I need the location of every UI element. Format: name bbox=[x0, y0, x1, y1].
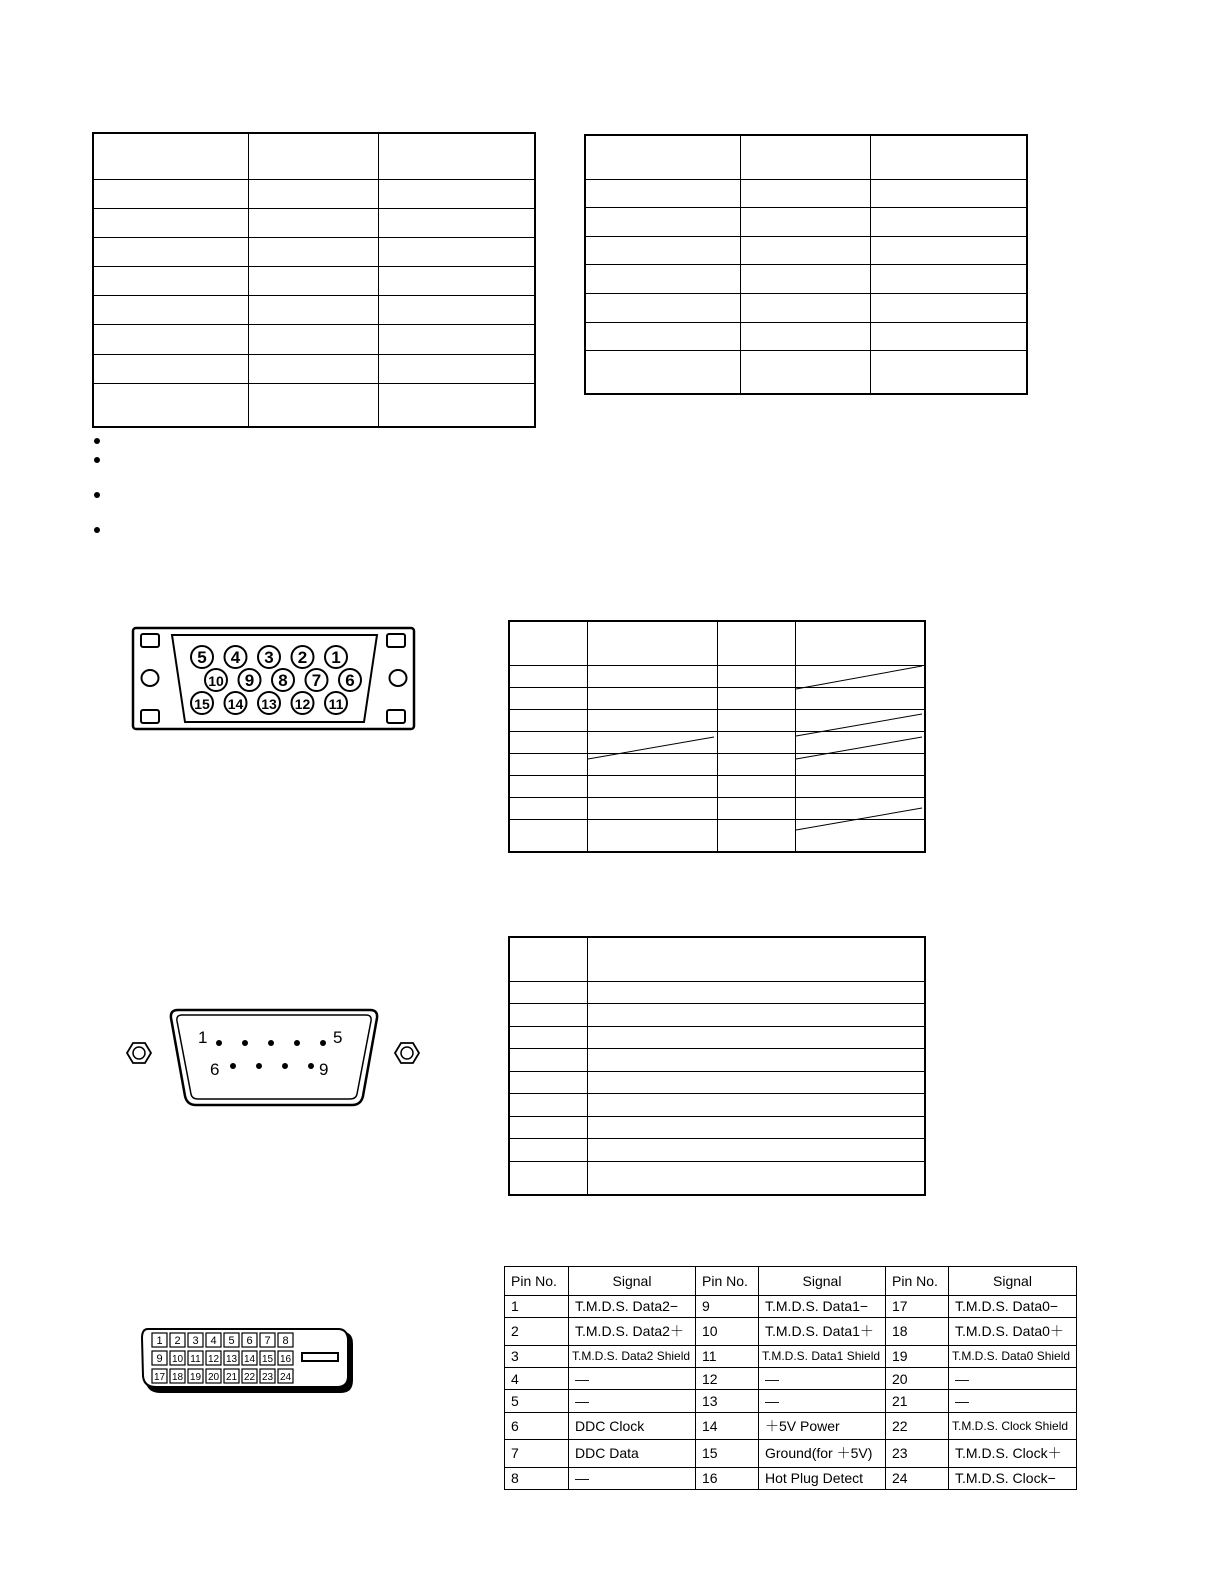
dvi-pin-label: 8 bbox=[282, 1335, 289, 1347]
vga-pin-label: 5 bbox=[197, 648, 207, 667]
serial-pin bbox=[242, 1040, 248, 1046]
vga-pin-label: 9 bbox=[244, 671, 255, 690]
signal-cell: — bbox=[569, 1467, 696, 1489]
strike-line bbox=[796, 714, 922, 736]
signal-cell: T.M.D.S. Data0＋ bbox=[949, 1318, 1077, 1346]
signal-cell: T.M.D.S. Data1− bbox=[759, 1295, 886, 1317]
vga-pin-label: 4 bbox=[230, 648, 241, 667]
serial-pin-label-5: 5 bbox=[333, 1028, 343, 1047]
dvi-pin-label: 10 bbox=[171, 1354, 184, 1365]
vga-pin bbox=[258, 646, 280, 668]
vga-pin bbox=[205, 669, 227, 691]
dvi-pin-label: 19 bbox=[189, 1372, 202, 1383]
pin-no-cell: 13 bbox=[696, 1390, 759, 1412]
pin-no-cell: 16 bbox=[696, 1467, 759, 1489]
pin-no-cell: 22 bbox=[886, 1412, 949, 1440]
vga-pin bbox=[191, 692, 213, 714]
signal-cell: T.M.D.S. Data2− bbox=[569, 1295, 696, 1317]
pin-no-cell: 4 bbox=[505, 1367, 569, 1389]
dvi-pin bbox=[224, 1369, 239, 1383]
dvi-pin-label: 4 bbox=[210, 1335, 217, 1347]
dvi-pin bbox=[170, 1369, 185, 1383]
bullet bbox=[94, 438, 100, 444]
signal-cell: — bbox=[759, 1390, 886, 1412]
pin-no-cell: 24 bbox=[886, 1467, 949, 1489]
dvi-pin-label: 6 bbox=[246, 1335, 253, 1347]
vga-pin bbox=[292, 692, 314, 714]
vga-pin bbox=[306, 669, 328, 691]
pin-no-cell: 23 bbox=[886, 1440, 949, 1468]
signal-cell: T.M.D.S. Data2＋ bbox=[569, 1318, 696, 1346]
vga-table-strikes bbox=[508, 620, 924, 853]
dvi-pin-label: 1 bbox=[156, 1335, 163, 1347]
pin-no-cell: 17 bbox=[886, 1295, 949, 1317]
dvi-pin-label: 9 bbox=[156, 1353, 163, 1365]
dvi-pin bbox=[260, 1369, 275, 1383]
serial-pin-label-9: 9 bbox=[319, 1060, 329, 1079]
serial-pin bbox=[216, 1040, 222, 1046]
table-row bbox=[505, 1390, 1077, 1412]
dvi-pin bbox=[242, 1369, 257, 1383]
dvi-pin-label: 2 bbox=[174, 1335, 181, 1347]
vga-pin-label: 2 bbox=[297, 648, 308, 667]
vga-pin-label: 13 bbox=[261, 696, 277, 712]
signal-cell: — bbox=[569, 1390, 696, 1412]
pin-no-cell: 8 bbox=[505, 1467, 569, 1489]
header-signal: Signal bbox=[569, 1267, 696, 1296]
pin-no-cell: 21 bbox=[886, 1390, 949, 1412]
strike-line bbox=[796, 666, 922, 689]
dvi-pin-label: 21 bbox=[225, 1372, 238, 1383]
header-pin-no: Pin No. bbox=[505, 1267, 569, 1296]
signal-cell: T.M.D.S. Clock Shield bbox=[949, 1412, 1077, 1440]
serial-pin-table bbox=[508, 936, 926, 1196]
dvi-pin-label: 17 bbox=[153, 1372, 166, 1383]
dvi-pin-label: 13 bbox=[225, 1354, 238, 1365]
serial-pin bbox=[294, 1040, 300, 1046]
vga-pin bbox=[239, 669, 261, 691]
vga-pin-label: 10 bbox=[208, 673, 224, 689]
pin-no-cell: 14 bbox=[696, 1412, 759, 1440]
signal-cell: T.M.D.S. Data2 Shield bbox=[569, 1345, 696, 1367]
dvi-pin-label: 16 bbox=[279, 1354, 292, 1365]
dvi-pin bbox=[206, 1369, 221, 1383]
header-signal: Signal bbox=[759, 1267, 886, 1296]
pin-no-cell: 12 bbox=[696, 1367, 759, 1389]
signal-cell: Hot Plug Detect bbox=[759, 1467, 886, 1489]
header-signal: Signal bbox=[949, 1267, 1077, 1296]
pin-no-cell: 9 bbox=[696, 1295, 759, 1317]
dvi-pin-label: 12 bbox=[207, 1354, 220, 1365]
dvi-pin bbox=[188, 1369, 203, 1383]
serial-pin bbox=[230, 1063, 236, 1069]
serial-pin bbox=[320, 1040, 326, 1046]
serial-pin-label-1: 1 bbox=[198, 1028, 208, 1047]
table-row bbox=[505, 1295, 1077, 1317]
dvi-pin-label: 20 bbox=[207, 1372, 220, 1383]
dsub9-connector-icon bbox=[120, 1002, 430, 1112]
vga-pin-label: 8 bbox=[278, 671, 288, 690]
signal-cell: ＋5V Power bbox=[759, 1412, 886, 1440]
vga-pin-label: 6 bbox=[345, 671, 355, 690]
pin-no-cell: 7 bbox=[505, 1440, 569, 1468]
serial-pin bbox=[308, 1063, 314, 1069]
bullet bbox=[94, 492, 100, 498]
blank-table-top-left bbox=[92, 132, 536, 428]
vga-pin-label: 11 bbox=[328, 696, 344, 712]
signal-cell: — bbox=[949, 1390, 1077, 1412]
vga-pin-table bbox=[508, 620, 924, 853]
signal-cell: DDC Data bbox=[569, 1440, 696, 1468]
serial-pin bbox=[256, 1063, 262, 1069]
pin-no-cell: 20 bbox=[886, 1367, 949, 1389]
dvi-table-header-row bbox=[505, 1267, 1077, 1296]
dvi-pin bbox=[260, 1351, 275, 1365]
vga-pin bbox=[339, 669, 361, 691]
signal-cell: T.M.D.S. Data0 Shield bbox=[949, 1345, 1077, 1367]
pin-no-cell: 5 bbox=[505, 1390, 569, 1412]
pin-no-cell: 11 bbox=[696, 1345, 759, 1367]
pin-no-cell: 15 bbox=[696, 1440, 759, 1468]
strike-line bbox=[796, 808, 922, 830]
vga-pin bbox=[325, 646, 347, 668]
pin-no-cell: 3 bbox=[505, 1345, 569, 1367]
dvi-connector-icon bbox=[138, 1324, 360, 1396]
pin-no-cell: 6 bbox=[505, 1412, 569, 1440]
dvi-pin-label: 3 bbox=[192, 1335, 199, 1347]
serial-pin bbox=[268, 1040, 274, 1046]
strike-line bbox=[796, 737, 922, 759]
table-row bbox=[505, 1318, 1077, 1346]
vga-pin bbox=[225, 692, 247, 714]
dsub15-connector-icon bbox=[128, 624, 420, 734]
signal-cell: T.M.D.S. Data0− bbox=[949, 1295, 1077, 1317]
serial-pin-label-6: 6 bbox=[210, 1060, 220, 1079]
table-row bbox=[505, 1440, 1077, 1468]
vga-pin-label: 14 bbox=[227, 696, 244, 712]
signal-cell: — bbox=[569, 1367, 696, 1389]
dvi-pin-label: 11 bbox=[190, 1354, 201, 1365]
bullet bbox=[94, 457, 100, 463]
dvi-pin-label: 22 bbox=[243, 1372, 256, 1383]
dvi-pin-table bbox=[504, 1266, 1077, 1490]
vga-pin-label: 1 bbox=[331, 648, 341, 667]
vga-pin bbox=[225, 646, 247, 668]
vga-pin-label: 12 bbox=[294, 696, 311, 712]
header-pin-no: Pin No. bbox=[696, 1267, 759, 1296]
dvi-pin-label: 5 bbox=[228, 1335, 235, 1347]
table-row bbox=[505, 1412, 1077, 1440]
bullet bbox=[94, 527, 100, 533]
dvi-pin-label: 18 bbox=[171, 1372, 184, 1383]
dvi-pin-label: 24 bbox=[279, 1372, 292, 1383]
blank-table-top-right bbox=[584, 134, 1028, 395]
pin-no-cell: 19 bbox=[886, 1345, 949, 1367]
dvi-pin bbox=[242, 1351, 257, 1365]
dvi-pin-label: 23 bbox=[261, 1372, 274, 1383]
signal-cell: DDC Clock bbox=[569, 1412, 696, 1440]
signal-cell: T.M.D.S. Clock＋ bbox=[949, 1440, 1077, 1468]
dvi-pin bbox=[278, 1351, 293, 1365]
dvi-pin bbox=[224, 1351, 239, 1365]
table-row bbox=[505, 1367, 1077, 1389]
vga-pin bbox=[325, 692, 347, 714]
header-pin-no: Pin No. bbox=[886, 1267, 949, 1296]
vga-pin bbox=[292, 646, 314, 668]
vga-pin-label: 7 bbox=[311, 671, 322, 690]
signal-cell: — bbox=[949, 1367, 1077, 1389]
table-row bbox=[505, 1345, 1077, 1367]
strike-line bbox=[588, 737, 714, 759]
table-row bbox=[505, 1467, 1077, 1489]
vga-pin-label: 15 bbox=[194, 696, 210, 712]
signal-cell: T.M.D.S. Data1 Shield bbox=[759, 1345, 886, 1367]
signal-cell: T.M.D.S. Clock− bbox=[949, 1467, 1077, 1489]
serial-pin bbox=[282, 1063, 288, 1069]
dvi-pin bbox=[206, 1351, 221, 1365]
pin-no-cell: 10 bbox=[696, 1318, 759, 1346]
dvi-pin bbox=[170, 1351, 185, 1365]
vga-pin bbox=[272, 669, 294, 691]
signal-cell: T.M.D.S. Data1＋ bbox=[759, 1318, 886, 1346]
dvi-pin-label: 15 bbox=[261, 1354, 274, 1365]
dvi-pin bbox=[152, 1369, 167, 1383]
vga-pin bbox=[191, 646, 213, 668]
vga-pin bbox=[258, 692, 280, 714]
signal-cell: — bbox=[759, 1367, 886, 1389]
pin-no-cell: 1 bbox=[505, 1295, 569, 1317]
dvi-pin-label: 14 bbox=[243, 1354, 256, 1365]
pin-no-cell: 18 bbox=[886, 1318, 949, 1346]
dvi-pin-label: 7 bbox=[264, 1335, 271, 1347]
pin-no-cell: 2 bbox=[505, 1318, 569, 1346]
dvi-pin bbox=[278, 1369, 293, 1383]
vga-pin-label: 3 bbox=[264, 648, 274, 667]
signal-cell: Ground(for ＋5V) bbox=[759, 1440, 886, 1468]
